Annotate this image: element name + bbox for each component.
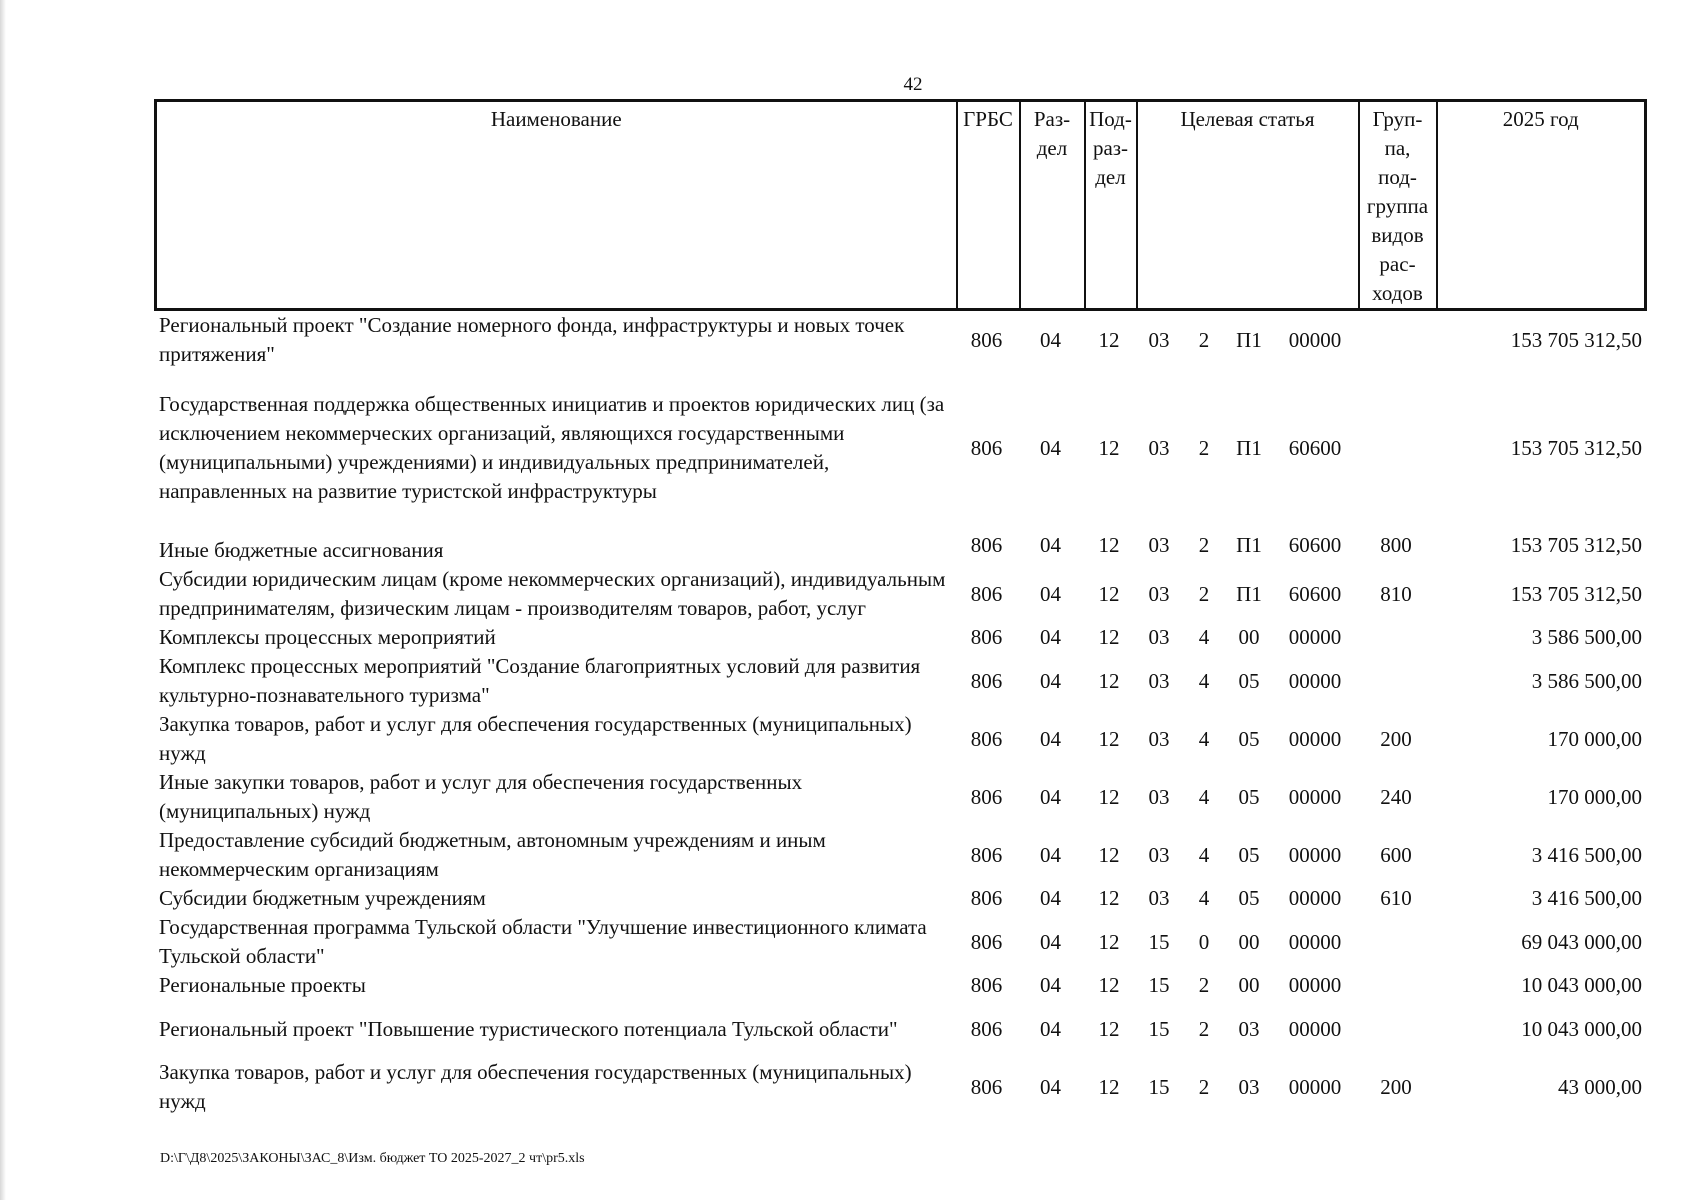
header-year: 2025 год [1437,101,1646,310]
row-expense-group [1357,971,1435,1000]
row-target-type: 4 [1198,886,1210,910]
row-target-program: 15 [1148,1016,1170,1041]
table-row [154,526,1644,565]
row-expense-group: 200 [1380,1074,1412,1099]
row-amount: 153 705 312,50 [1510,581,1642,606]
row-expense-group [1357,1000,1435,1058]
header-razdel: Раз- дел [1020,101,1085,310]
row-target-direction: 00000 [1288,726,1342,751]
row-amount: 10 043 000,00 [1521,973,1642,997]
row-target-structure: П1 [1236,581,1262,606]
row-target-program: 03 [1148,327,1170,352]
row-name: Иные бюджетные ассигнования [159,538,444,562]
row-podrazdel: 12 [1098,886,1120,910]
row-target-type: 2 [1198,327,1210,352]
row-razdel: 04 [1040,1016,1061,1041]
table-row [154,884,1644,913]
row-razdel: 04 [1040,435,1061,460]
row-amount: 153 705 312,50 [1510,435,1642,460]
header-group: Груп- па, под- группа видов рас- ходов [1359,101,1437,310]
row-target-direction: 60600 [1288,435,1342,460]
row-target-type: 4 [1198,625,1210,649]
row-target-type: 4 [1198,784,1210,809]
row-podrazdel: 12 [1098,1074,1120,1099]
row-target-program: 15 [1148,1074,1170,1099]
row-podrazdel: 12 [1098,929,1120,954]
table-row [154,1058,1644,1116]
row-razdel: 04 [1040,625,1061,649]
row-razdel: 04 [1040,581,1061,606]
row-grbs: 806 [970,784,1003,809]
row-target-program: 03 [1148,668,1170,693]
row-grbs: 806 [970,929,1003,954]
row-target-direction: 00000 [1288,973,1342,997]
header-name: Наименование [156,101,957,310]
row-name: Комплексы процессных мероприятий [159,625,496,649]
row-target-structure: 03 [1238,1074,1260,1099]
row-name: Региональный проект "Создание номерного фонда, инфраструктуры и новых точек притяжения" [159,313,905,366]
row-podrazdel: 12 [1098,327,1120,352]
row-target-type: 2 [1198,435,1210,460]
row-target-structure: П1 [1236,327,1262,352]
row-name: Государственная поддержка общественных инициатив и проектов юридических лиц (за исключением некоммерческих организаций, являющихся государственными (муниципальными) учреждениями) и индивидуальных предпринимателей, направленных на развитие туристской инфраструктуры [159,392,945,503]
row-podrazdel: 12 [1098,973,1120,997]
row-grbs: 806 [970,533,1003,557]
row-expense-group: 200 [1380,726,1412,751]
row-target-structure: 05 [1238,886,1260,910]
row-target-direction: 00000 [1288,842,1342,867]
table-row [154,768,1644,826]
row-target-direction: 00000 [1288,1016,1342,1041]
row-name: Закупка товаров, работ и услуг для обеспечения государственных (муниципальных) нужд [159,712,912,765]
row-target-direction: 00000 [1288,625,1342,649]
row-podrazdel: 12 [1098,784,1120,809]
row-podrazdel: 12 [1098,668,1120,693]
table-row [154,565,1644,623]
row-amount: 3 416 500,00 [1531,842,1642,867]
row-grbs: 806 [970,581,1003,606]
row-amount: 170 000,00 [1547,726,1642,751]
row-amount: 153 705 312,50 [1510,533,1642,557]
row-podrazdel: 12 [1098,726,1120,751]
row-target-type: 2 [1198,533,1210,557]
row-name: Закупка товаров, работ и услуг для обеспечения государственных (муниципальных) нужд [159,1060,912,1113]
row-name: Субсидии бюджетным учреждениям [159,886,486,910]
scan-edge [0,0,6,1200]
row-grbs: 806 [970,435,1003,460]
row-name: Государственная программа Тульской области "Улучшение инвестиционного климата Тульской области" [159,915,927,968]
table-row [154,652,1644,710]
header-target: Целевая статья [1137,101,1359,310]
row-razdel: 04 [1040,842,1061,867]
row-grbs: 806 [970,726,1003,751]
row-razdel: 04 [1040,1074,1061,1099]
row-target-direction: 00000 [1288,886,1342,910]
row-amount: 3 416 500,00 [1531,886,1642,910]
row-grbs: 806 [970,1016,1003,1041]
row-target-type: 4 [1198,842,1210,867]
row-target-structure: 05 [1238,784,1260,809]
table-header [154,99,1647,311]
row-grbs: 806 [970,886,1003,910]
row-grbs: 806 [970,842,1003,867]
row-target-type: 2 [1198,581,1210,606]
row-target-direction: 00000 [1288,1074,1342,1099]
row-target-structure: 03 [1238,1016,1260,1041]
table-row [154,1000,1644,1058]
row-grbs: 806 [970,1074,1003,1099]
table-row [154,310,1644,370]
row-podrazdel: 12 [1098,842,1120,867]
row-grbs: 806 [970,327,1003,352]
table-row [154,710,1644,768]
row-target-type: 4 [1198,668,1210,693]
row-target-structure: П1 [1236,533,1262,557]
row-expense-group: 800 [1380,533,1412,557]
row-target-type: 2 [1198,1074,1210,1099]
row-name: Региональные проекты [159,973,366,997]
row-amount: 3 586 500,00 [1531,625,1642,649]
row-razdel: 04 [1040,533,1061,557]
row-amount: 3 586 500,00 [1531,668,1642,693]
row-razdel: 04 [1040,668,1061,693]
row-razdel: 04 [1040,784,1061,809]
row-target-program: 03 [1148,625,1170,649]
table-row [154,623,1644,652]
table-row [154,971,1644,1000]
row-target-program: 15 [1148,929,1170,954]
row-amount: 43 000,00 [1558,1074,1642,1099]
budget-table [154,310,1644,1116]
row-name: Комплекс процессных мероприятий "Создание благоприятных условий для развития культурно-познавательного туризма" [159,654,921,707]
row-expense-group [1357,370,1435,526]
row-target-direction: 00000 [1288,784,1342,809]
row-target-type: 4 [1198,726,1210,751]
row-target-structure: 05 [1238,842,1260,867]
row-podrazdel: 12 [1098,581,1120,606]
row-target-structure: 05 [1238,726,1260,751]
page-number: 42 [903,74,923,95]
row-amount: 153 705 312,50 [1510,327,1642,352]
header-podrazdel: Под- раз- дел [1085,101,1137,310]
row-expense-group [1357,652,1435,710]
row-razdel: 04 [1040,973,1061,997]
row-amount: 170 000,00 [1547,784,1642,809]
row-target-program: 03 [1148,886,1170,910]
row-target-program: 03 [1148,581,1170,606]
row-podrazdel: 12 [1098,625,1120,649]
row-grbs: 806 [970,668,1003,693]
row-razdel: 04 [1040,726,1061,751]
row-name: Субсидии юридическим лицам (кроме некоммерческих организаций), индивидуальным предпринимателям, физическим лицам - производителям товаров, работ, услуг [159,567,946,620]
row-name: Иные закупки товаров, работ и услуг для обеспечения государственных (муниципальных) нужд [159,770,803,823]
row-name: Региональный проект "Повышение туристического потенциала Тульской области" [159,1016,898,1041]
row-target-direction: 00000 [1288,929,1342,954]
row-target-type: 0 [1198,929,1210,954]
row-razdel: 04 [1040,327,1061,352]
row-target-direction: 00000 [1288,327,1342,352]
row-target-structure: 00 [1238,625,1260,649]
header-grbs: ГРБС [957,101,1020,310]
row-target-program: 15 [1148,973,1170,997]
row-target-direction: 60600 [1288,533,1342,557]
table-row [154,826,1644,884]
row-amount: 10 043 000,00 [1521,1016,1642,1041]
row-grbs: 806 [970,973,1003,997]
row-name: Предоставление субсидий бюджетным, автономным учреждениям и иным некоммерческим организациям [159,828,826,881]
row-expense-group [1357,310,1435,370]
row-grbs: 806 [970,625,1003,649]
row-razdel: 04 [1040,929,1061,954]
table-row [154,370,1644,526]
row-target-structure: 05 [1238,668,1260,693]
row-podrazdel: 12 [1098,533,1120,557]
row-target-program: 03 [1148,533,1170,557]
row-expense-group: 600 [1380,842,1412,867]
row-expense-group: 240 [1380,784,1412,809]
row-expense-group [1357,913,1435,971]
row-target-type: 2 [1198,1016,1210,1041]
table-row [154,913,1644,971]
row-target-program: 03 [1148,842,1170,867]
row-podrazdel: 12 [1098,435,1120,460]
row-target-program: 03 [1148,435,1170,460]
row-target-direction: 00000 [1288,668,1342,693]
row-expense-group: 610 [1380,886,1412,910]
row-razdel: 04 [1040,886,1061,910]
row-target-program: 03 [1148,784,1170,809]
row-amount: 69 043 000,00 [1521,929,1642,954]
row-target-program: 03 [1148,726,1170,751]
row-target-structure: 00 [1238,973,1260,997]
row-podrazdel: 12 [1098,1016,1120,1041]
row-target-structure: 00 [1238,929,1260,954]
row-target-structure: П1 [1236,435,1262,460]
row-expense-group [1357,623,1435,652]
row-target-type: 2 [1198,973,1210,997]
row-expense-group: 810 [1380,581,1412,606]
file-path: D:\Г\Д8\2025\ЗАКОНЫ\ЗАС_8\Изм. бюджет ТО 2025-2027_2 чт\pr5.xls [160,1151,585,1166]
row-target-direction: 60600 [1288,581,1342,606]
